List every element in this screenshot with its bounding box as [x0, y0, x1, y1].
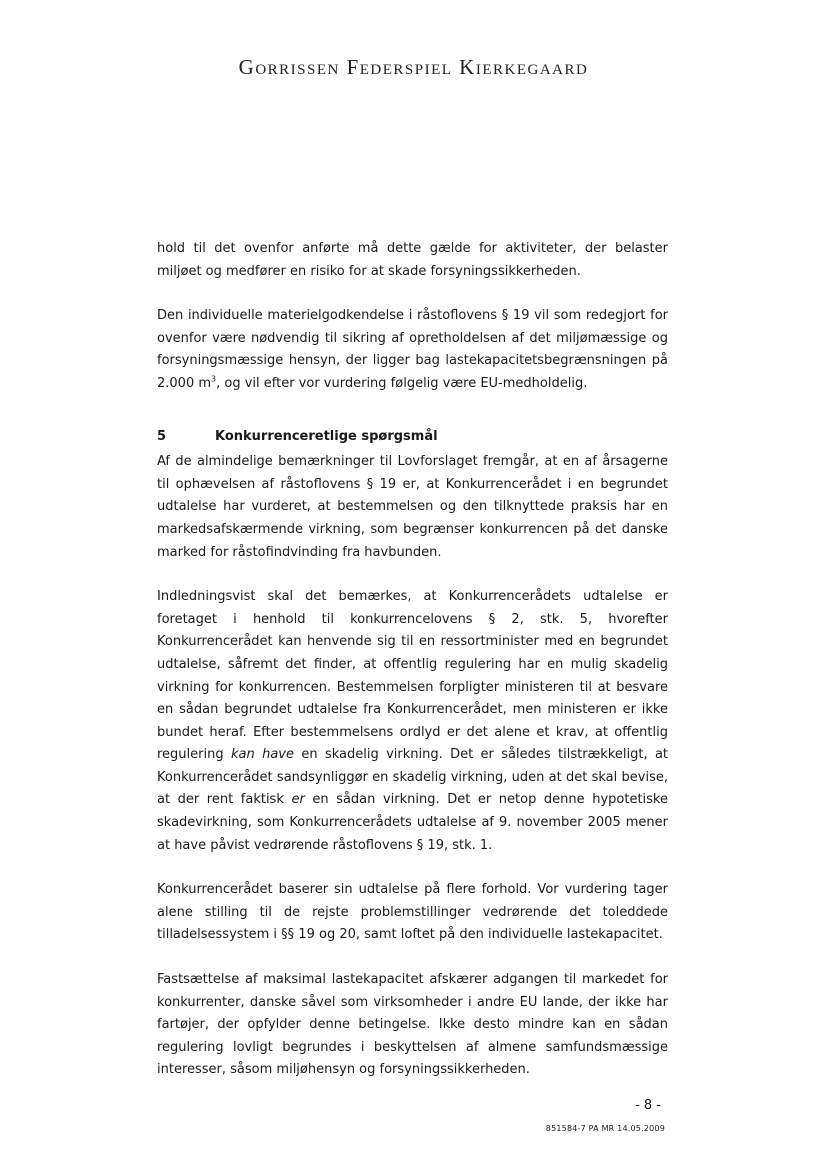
document-reference: 851584-7 PA MR 14.05.2009: [545, 1124, 665, 1133]
paragraph-6: Fastsættelse af maksimal lastekapacitet afskærer adgangen til markedet for konkurrenter, danske såvel som virksomheder i andre EU lande, der ikke har fartøjer, der opfylder denne betingelse. Ikke desto mindre kan en sådan regulering lovligt begrundes i beskyttelsen af almene samfundsmæssige interesser, såsom miljøhensyn og forsyningssikkerheden.: [157, 972, 668, 1078]
paragraph-3: Af de almindelige bemærkninger til Lovforslaget fremgår, at en af årsagerne til ophævelsen af råstoflovens § 19 er, at Konkurrencerådet i en begrundet udtalelse har vurderet, at bestemmelsen og den tilknyttede praksis har en markedsafskærmende virkning, som begrænser konkurrencen på det danske marked for råstofindvinding fra havbunden.: [157, 454, 668, 560]
paragraph-4: [157, 586, 668, 857]
emphasis-er: er: [291, 792, 305, 808]
page-number: - 8 -: [635, 1098, 661, 1113]
paragraph-4-part-a: Indledningsvist skal det bemærkes, at Konkurrencerådets udtalelse er foretaget i henhold til konkurrencelovens § 2, stk. 5, hvorefter Konkurrencerådet kan henvende sig til en ressortminister med en begrundet udtalelse, såfremt det finder, at offentlig regulering har en mulig skadelig virkning for konkurrencen. Bestemmelsen forpligter ministeren til at besvare en sådan begrundet udtalelse fra Konkurrencerådet, men ministeren er ikke bundet heraf. Efter bestemmelsens ordlyd er det alene et krav, at offentlig regulering: [157, 589, 668, 763]
paragraph-2: [157, 305, 668, 395]
document-body: [157, 238, 668, 1104]
paragraph-2-text: Den individuelle materielgodkendelse i råstoflovens § 19 vil som redegjort for ovenfor være nødvendig til sikring af opretholdelsen af det miljømæssige og forsyningsmæssige hensyn, der ligger bag lastekapacitetsbegrænsningen på 2.000 m: [157, 308, 668, 391]
letterhead: Gorrissen Federspiel Kierkegaard: [238, 55, 589, 79]
paragraph-2-end: , og vil efter vor vurdering følgelig være EU-medholdelig.: [216, 375, 588, 391]
paragraph-5: Konkurrencerådet baserer sin udtalelse på flere forhold. Vor vurdering tager alene stilling til de rejste problemstillinger vedrørende det toleddede tilladelsessystem i §§ 19 og 20, samt loftet på den individuelle lastekapacitet.: [157, 882, 668, 943]
emphasis-kan-have: kan have: [230, 747, 294, 763]
paragraph-1: hold til det ovenfor anførte må dette gælde for aktiviteter, der belaster miljøet og medfører en risiko for at skade forsyningssikkerheden.: [157, 241, 668, 279]
section-heading: [157, 426, 668, 449]
paragraph-4-part-b: en skadelig virkning. Det er således tilstrækkeligt, at Konkurrencerådet sandsynliggør en skadelig virkning, uden at det skal bevise, at der rent faktisk: [157, 747, 669, 808]
section-title: Konkurrenceretlige spørgsmål: [215, 428, 438, 444]
paragraph-4-part-c: en sådan virkning. Det er netop denne hypotetiske skadevirkning, som Konkurrencerådets udtalelse af 9. november 2005 mener at have påvist vedrørende råstoflovens § 19, stk. 1.: [157, 792, 668, 853]
superscript: 3: [211, 374, 217, 384]
section-number: 5: [157, 428, 167, 444]
